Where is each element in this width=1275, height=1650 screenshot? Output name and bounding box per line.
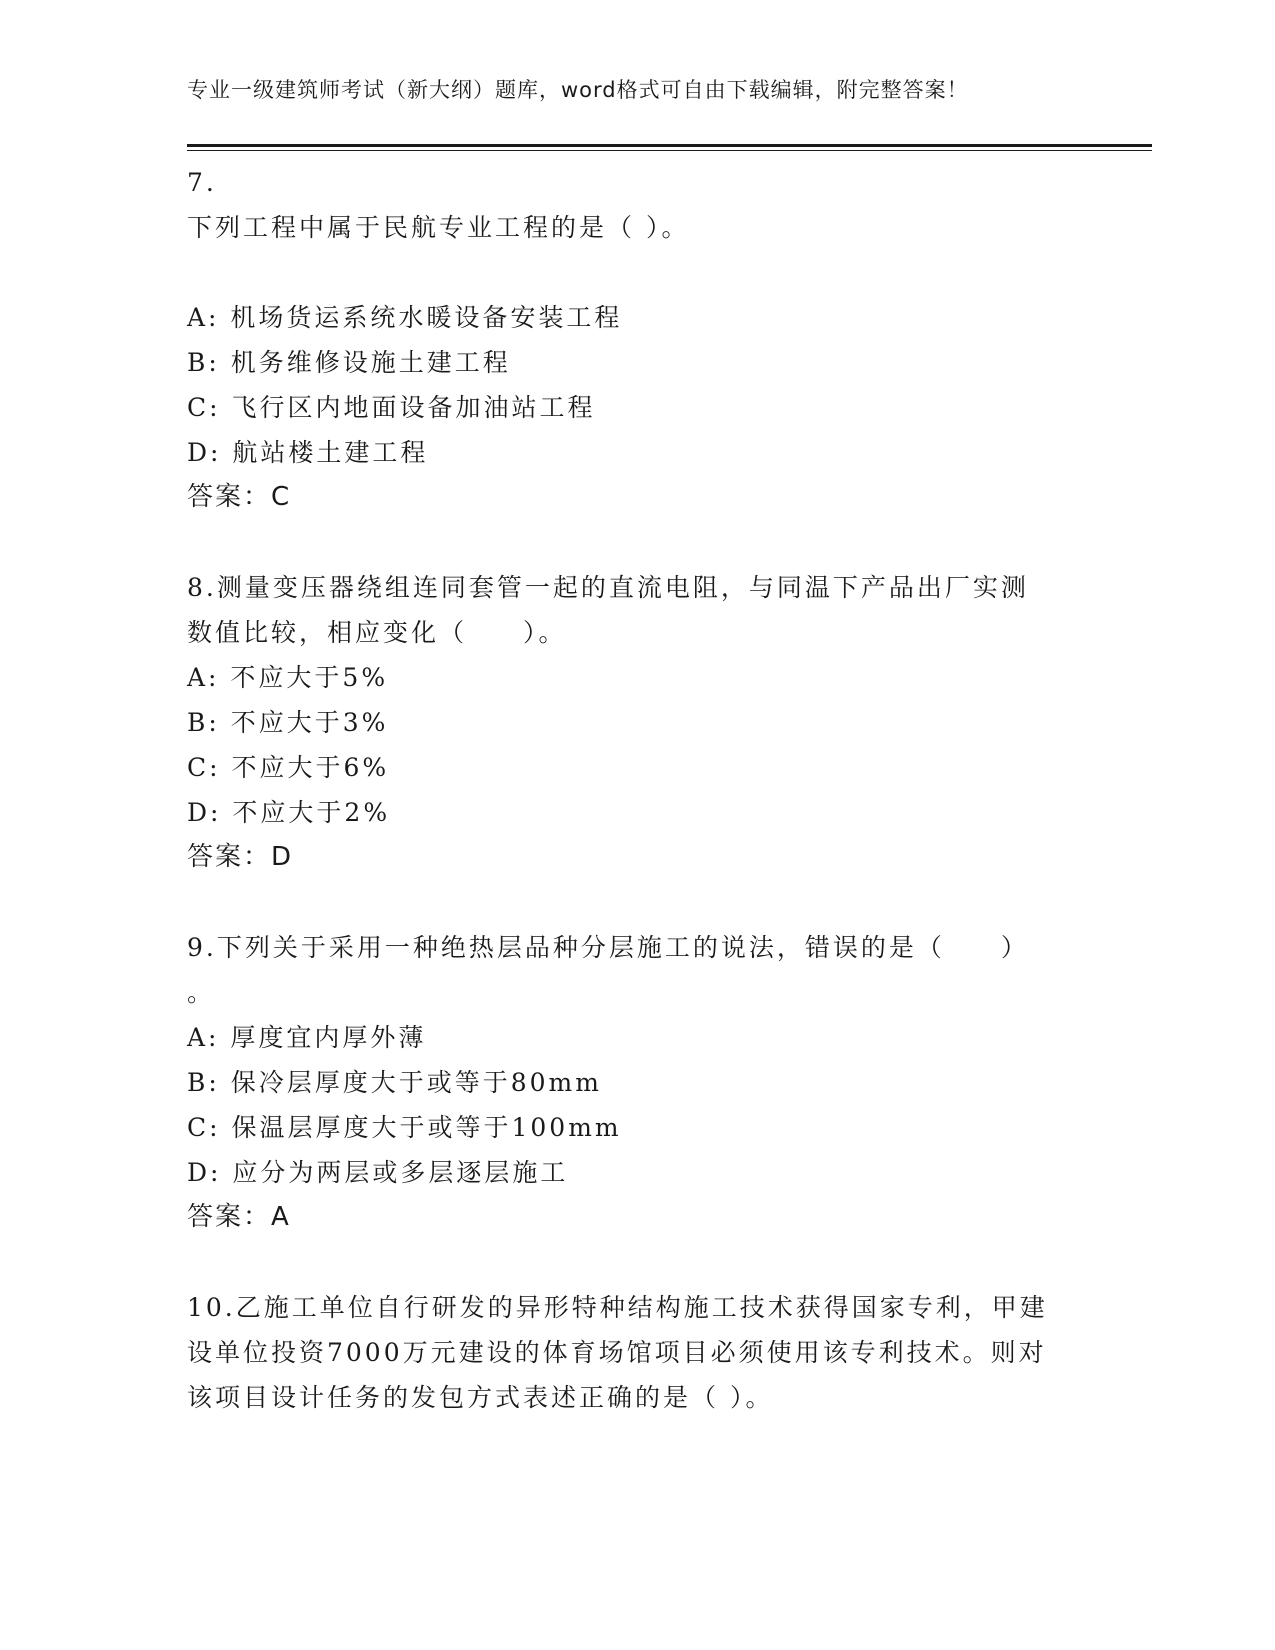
question-list bbox=[187, 160, 1087, 1420]
question-stem-line: 该项目设计任务的发包方式表述正确的是（ ）。 bbox=[187, 1383, 774, 1412]
answer-key: 答案：D bbox=[187, 842, 294, 872]
answer-option: C: 不应大于6% bbox=[187, 753, 390, 782]
answer-option: D: 不应大于2% bbox=[187, 798, 391, 827]
question-stem-line: 8.测量变压器绕组连同套管一起的直流电阻，与同温下产品出厂实测 bbox=[187, 573, 1029, 602]
question-stem-line: 数值比较，相应变化（ ）。 bbox=[187, 618, 567, 647]
answer-option: D: 应分为两层或多层逐层施工 bbox=[187, 1158, 569, 1187]
answer-option: B: 机务维修设施土建工程 bbox=[187, 348, 511, 377]
question-stem-line: 下列工程中属于民航专业工程的是（ ）。 bbox=[187, 213, 690, 242]
blank-line bbox=[187, 250, 1087, 295]
answer-key: 答案：C bbox=[187, 482, 292, 512]
question-block bbox=[187, 925, 1087, 1240]
answer-option: D: 航站楼土建工程 bbox=[187, 438, 429, 467]
header-rule-thin bbox=[187, 150, 1152, 151]
question-stem-line: 设单位投资7000万元建设的体育场馆项目必须使用该专利技术。则对 bbox=[187, 1338, 1047, 1367]
answer-option: A: 不应大于5% bbox=[187, 663, 389, 692]
question-separator bbox=[187, 520, 1087, 565]
question-stem-line: 9.下列关于采用一种绝热层品种分层施工的说法，错误的是（ ） bbox=[187, 933, 1029, 962]
answer-option: C: 飞行区内地面设备加油站工程 bbox=[187, 393, 596, 422]
answer-option: B: 保冷层厚度大于或等于80mm bbox=[187, 1068, 602, 1097]
answer-key: 答案：A bbox=[187, 1202, 291, 1232]
answer-option: C: 保温层厚度大于或等于100mm bbox=[187, 1113, 622, 1142]
header-rule-thick bbox=[187, 144, 1152, 147]
question-separator bbox=[187, 880, 1087, 925]
question-block bbox=[187, 565, 1087, 880]
question-stem-line: 。 bbox=[187, 978, 216, 1007]
question-block bbox=[187, 1285, 1087, 1420]
answer-option: A: 机场货运系统水暖设备安装工程 bbox=[187, 303, 623, 332]
question-separator bbox=[187, 1240, 1087, 1285]
answer-option: A: 厚度宜内厚外薄 bbox=[187, 1023, 427, 1052]
answer-option: B: 不应大于3% bbox=[187, 708, 389, 737]
question-stem-line: 7. bbox=[187, 168, 217, 197]
question-stem-line: 10.乙施工单位自行研发的异形特种结构施工技术获得国家专利，甲建 bbox=[187, 1293, 1048, 1322]
page-header: 专业一级建筑师考试（新大纲）题库，word格式可自由下载编辑，附完整答案！ bbox=[187, 78, 969, 102]
question-block bbox=[187, 160, 1087, 520]
